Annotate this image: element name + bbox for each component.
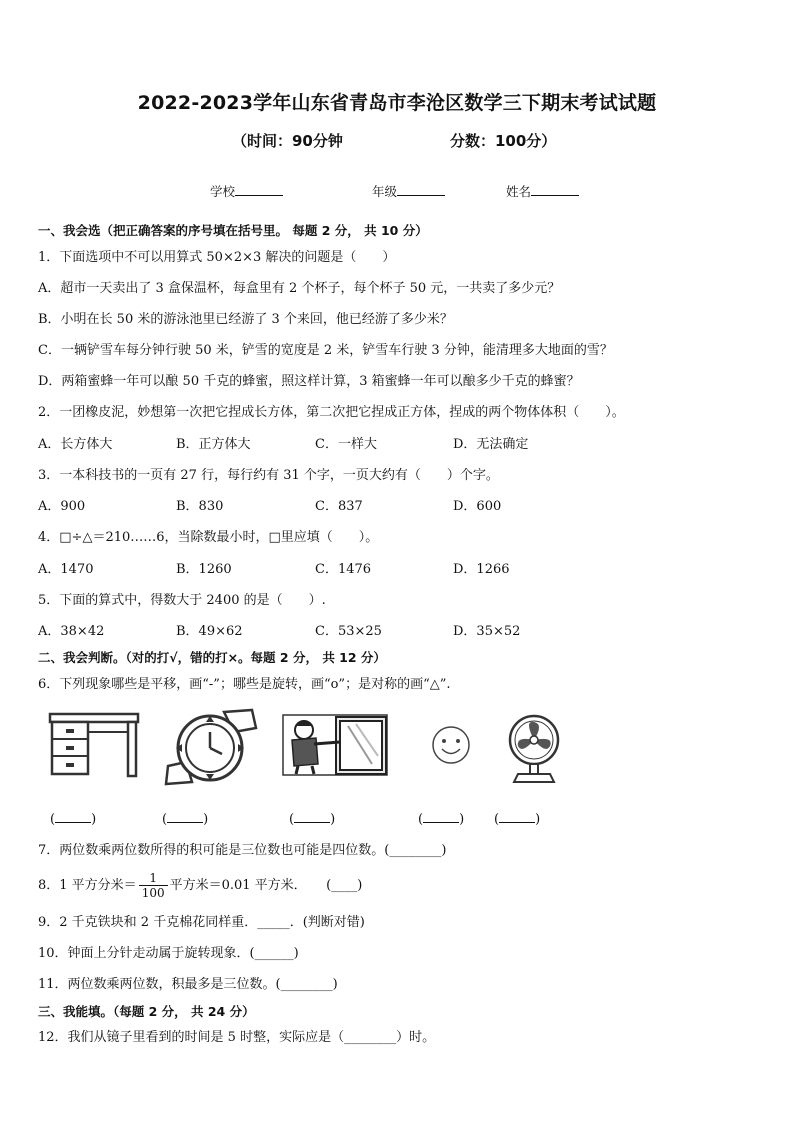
name-label: 姓名 (506, 184, 532, 199)
q9-text[interactable]: 9．2 千克铁块和 2 千克棉花同样重．_____．(判断对错) (38, 915, 365, 930)
name-blank[interactable] (531, 183, 579, 196)
score-label: 分数：100分） (450, 132, 557, 150)
school-label: 学校 (210, 184, 236, 199)
q2-option-a[interactable]: A．长方体大 (38, 437, 113, 452)
q8-denominator: 100 (141, 886, 165, 900)
grade-label: 年级 (372, 184, 398, 199)
q1-option-b[interactable]: B．小明在长 50 米的游泳池里已经游了 3 个来回，他已经游了多少米？ (38, 312, 453, 327)
school-field (210, 182, 283, 200)
q8-fraction (139, 871, 168, 900)
q4-option-a[interactable]: A．1470 (38, 562, 94, 577)
name-field (506, 182, 579, 200)
q3-option-a[interactable]: A．900 (38, 499, 86, 514)
q6-stem: 6．下列现象哪些是平移，画“-”；哪些是旋转，画“o”；是对称的画“△”. (38, 677, 451, 692)
q2-option-c[interactable]: C．一样大 (315, 437, 377, 452)
grade-field (372, 182, 445, 200)
section1-heading: 一、我会选（把正确答案的序号填在括号里。 每题 2 分， 共 10 分） (38, 223, 428, 238)
school-blank[interactable] (235, 183, 283, 196)
watch-answer-blank[interactable]: ( ) (162, 812, 209, 827)
section3-heading: 三、我能填。（每题 2 分， 共 24 分） (38, 1004, 255, 1019)
q8-prefix: 8．1 平方分米＝ (38, 878, 137, 893)
smiley-answer-blank[interactable]: ( ) (418, 812, 465, 827)
electric-fan-figure (500, 714, 568, 784)
q5-option-c[interactable]: C．53×25 (315, 624, 382, 639)
smiley-face-figure (430, 724, 472, 766)
fan-answer-blank[interactable]: ( ) (494, 812, 541, 827)
q7-text[interactable]: 7．两位数乘两位数所得的积可能是三位数也可能是四位数。(________) (38, 843, 447, 858)
q2-option-b[interactable]: B．正方体大 (176, 437, 251, 452)
q8-numerator: 1 (139, 871, 168, 886)
q3-option-b[interactable]: B．830 (176, 499, 224, 514)
q8-line[interactable] (38, 868, 362, 904)
grade-blank[interactable] (397, 183, 445, 196)
q1-stem: 1．下面选项中不可以用算式 50×2×3 解决的问题是（ ） (38, 250, 396, 265)
q12-text[interactable]: 12．我们从镜子里看到的时间是 5 时整，实际应是（________）时。 (38, 1030, 436, 1045)
q3-option-d[interactable]: D．600 (453, 499, 502, 514)
q5-option-a[interactable]: A．38×42 (38, 624, 105, 639)
desk-figure (48, 712, 140, 778)
q1-option-c[interactable]: C．一辆铲雪车每分钟行驶 50 米，铲雪的宽度是 2 米，铲雪车行驶 3 分钟，能清理多大地面的雪？ (38, 343, 613, 358)
q4-option-d[interactable]: D．1266 (453, 562, 510, 577)
q1-option-a[interactable]: A．超市一天卖出了 3 盒保温杯，每盒里有 2 个杯子，每个杯子 50 元，一共卖了多少元？ (38, 281, 561, 296)
watch-figure (162, 708, 258, 786)
q1-option-d[interactable]: D．两箱蜜蜂一年可以酿 50 千克的蜂蜜，照这样计算，3 箱蜜蜂一年可以酿多少千克的蜂蜜？ (38, 374, 580, 389)
q2-stem: 2．一团橡皮泥，妙想第一次把它捏成长方体，第二次把它捏成正方体，捏成的两个物体体积（ ）。 (38, 405, 625, 420)
q11-text[interactable]: 11．两位数乘两位数，积最多是三位数。(________) (38, 977, 338, 992)
q5-stem: 5．下面的算式中，得数大于 2400 的是（ ）. (38, 593, 326, 608)
q8-suffix: 平方米＝0.01 平方米． (____) (169, 878, 363, 893)
exam-title: 2022-2023学年山东省青岛市李沧区数学三下期末考试试题 (137, 92, 657, 114)
q5-option-d[interactable]: D．35×52 (453, 624, 521, 639)
q10-text[interactable]: 10．钟面上分针走动属于旋转现象．(______) (38, 946, 299, 961)
q4-stem: 4．□÷△＝210……6，当除数最小时，□里应填（ ）。 (38, 530, 379, 545)
q5-option-b[interactable]: B．49×62 (176, 624, 243, 639)
q3-stem: 3．一本科技书的一页有 27 行，每行约有 31 个字，一页大约有（ ）个字。 (38, 468, 499, 483)
q4-option-c[interactable]: C．1476 (315, 562, 372, 577)
section2-heading: 二、我会判断。（对的打√，错的打×。每题 2 分， 共 12 分） (38, 650, 386, 665)
desk-answer-blank[interactable]: ( ) (50, 812, 97, 827)
q3-option-c[interactable]: C．837 (315, 499, 363, 514)
q4-option-b[interactable]: B．1260 (176, 562, 232, 577)
window-answer-blank[interactable]: ( ) (289, 812, 336, 827)
person-pushing-window-figure (282, 714, 388, 776)
q2-option-d[interactable]: D．无法确定 (453, 437, 529, 452)
time-label: （时间：90分钟 (232, 132, 343, 150)
